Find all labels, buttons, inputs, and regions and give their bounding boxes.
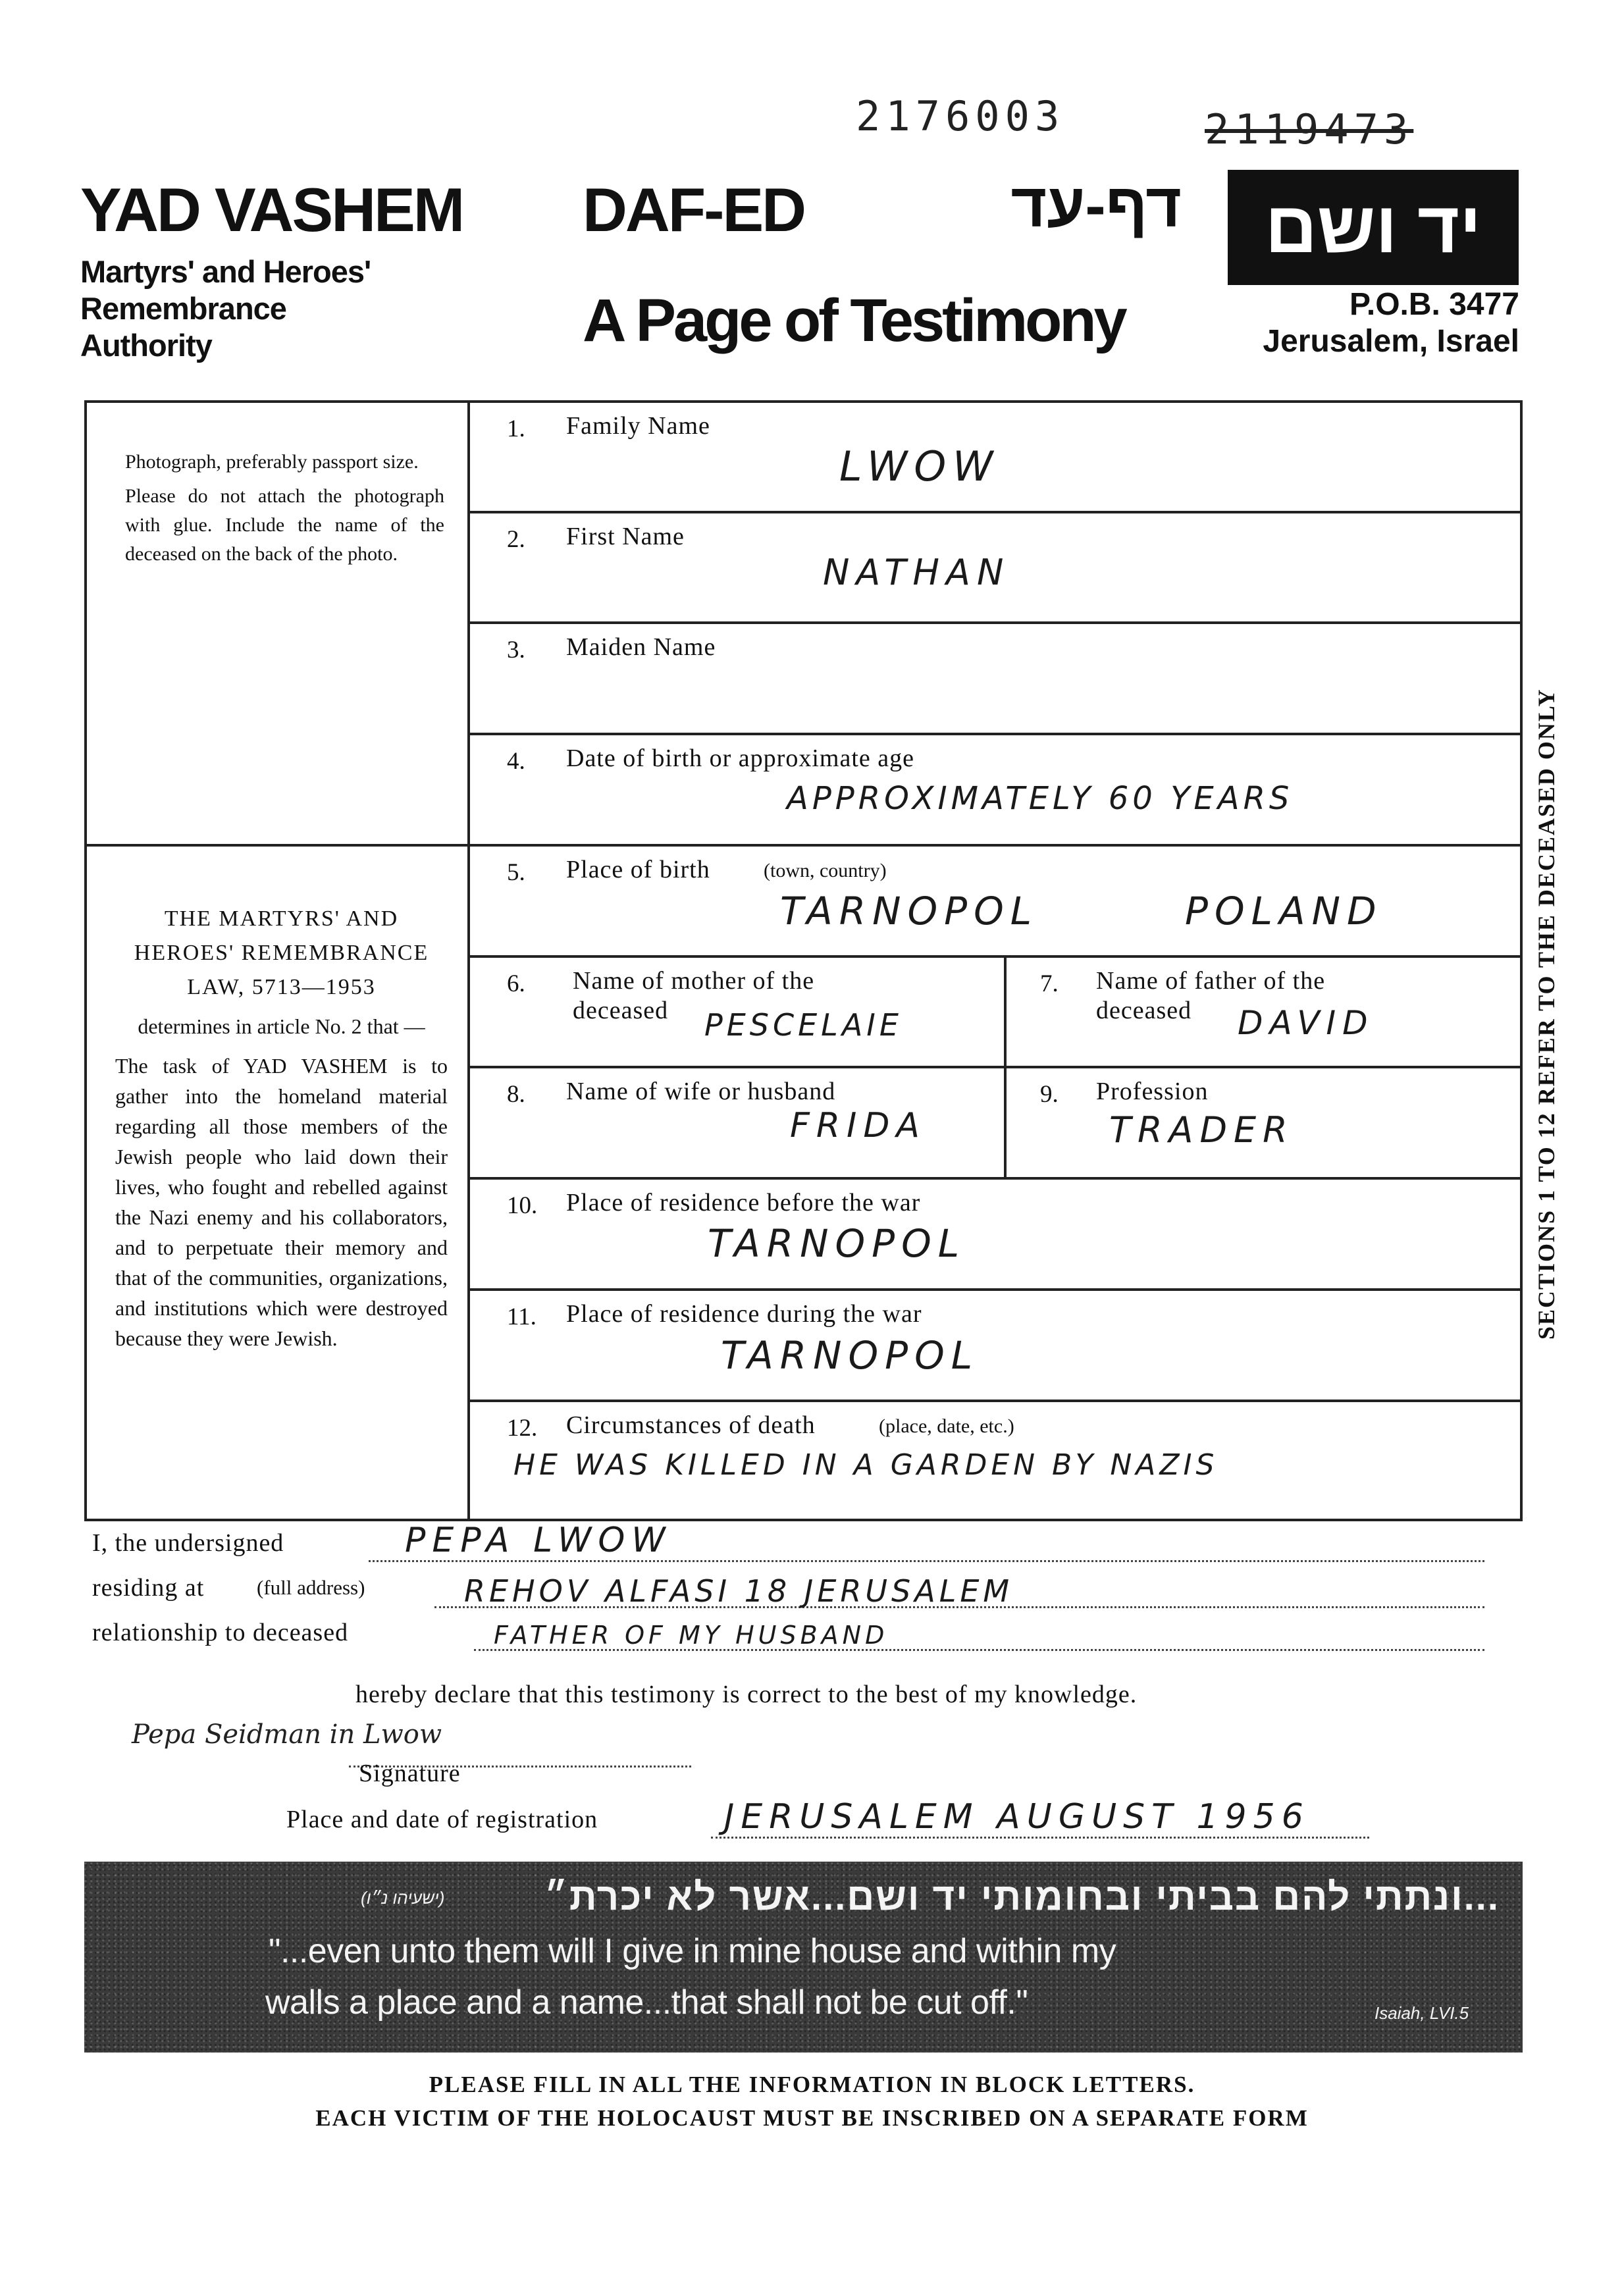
residing-label: residing at bbox=[92, 1574, 205, 1602]
field-12-sublabel: (place, date, etc.) bbox=[879, 1415, 1014, 1437]
field-5-sublabel: (town, country) bbox=[764, 860, 887, 881]
undersigned-label: I, the undersigned bbox=[92, 1529, 284, 1557]
undersigned-line bbox=[369, 1560, 1484, 1562]
field-11-value[interactable]: TARNOPOL bbox=[721, 1333, 980, 1378]
field-9-number: 9. bbox=[1040, 1081, 1059, 1108]
split-column-divider bbox=[1004, 955, 1007, 1177]
field-1-number: 1. bbox=[507, 415, 525, 442]
law-block bbox=[115, 902, 448, 1353]
field-12-number: 12. bbox=[507, 1415, 538, 1442]
law-text: The task of YAD VASHEM is to gather into the homeland material regarding all those members of the Jewish people who laid down their lives, who fought and rebelled against the Nazi enemy and his collaborators, and to perpetuate their memory and that of the communities, organizations, and institutions which were destroyed because they were Jewish. bbox=[115, 1054, 448, 1350]
field-3-label: Maiden Name bbox=[566, 633, 716, 661]
page-title: A Page of Testimony bbox=[583, 287, 1125, 354]
org-subtitle bbox=[80, 253, 371, 364]
row-divider bbox=[467, 1400, 1523, 1402]
field-6-value[interactable]: PESCELAIE bbox=[704, 1007, 903, 1043]
row-divider bbox=[467, 511, 1523, 513]
field-10-label: Place of residence before the war bbox=[566, 1189, 921, 1217]
sections-side-note: SECTIONS 1 TO 12 REFER TO THE DECEASED ONLY bbox=[1533, 688, 1559, 1340]
field-4-label: Date of birth or approximate age bbox=[566, 745, 914, 772]
field-11-label: Place of residence during the war bbox=[566, 1300, 922, 1328]
registration-value[interactable]: JERUSALEM AUGUST 1956 bbox=[724, 1797, 1310, 1837]
relationship-label: relationship to deceased bbox=[92, 1619, 349, 1646]
row-divider bbox=[467, 955, 1523, 958]
field-7-label-line2: deceased bbox=[1096, 997, 1192, 1024]
field-5-label: Place of birth bbox=[566, 856, 710, 883]
photo-glue-note: Please do not attach the photograph with glue. Include the name of the deceased on the back of the photo. bbox=[125, 485, 444, 565]
field-6-label-line1: Name of mother of the bbox=[573, 967, 815, 995]
field-10-value[interactable]: TARNOPOL bbox=[708, 1221, 966, 1266]
signature-label: Signature bbox=[359, 1760, 461, 1787]
hebrew-logo-box: יד ושם bbox=[1228, 170, 1519, 285]
banner-english-line2: walls a place and a name...that shall not be cut off." bbox=[265, 1983, 1028, 2022]
footer-instruction-1: PLEASE FILL IN ALL THE INFORMATION IN BLOCK LETTERS. bbox=[429, 2072, 1195, 2097]
field-5-country-value[interactable]: POLAND bbox=[1185, 889, 1383, 933]
photo-size-note: Photograph, preferably passport size. bbox=[125, 451, 419, 473]
hebrew-title: דף-עד bbox=[1010, 170, 1182, 240]
field-2-number: 2. bbox=[507, 526, 525, 553]
law-title-line: THE MARTYRS' AND bbox=[164, 906, 399, 931]
field-4-value[interactable]: APPROXIMATELY 60 YEARS bbox=[787, 780, 1294, 817]
banner-hebrew-verse: ...ונתתי להם בביתי ובחומותי יד ושם...אשר לא יכרת״ bbox=[544, 1875, 1500, 1918]
field-11-number: 11. bbox=[507, 1303, 537, 1330]
field-8-number: 8. bbox=[507, 1081, 525, 1108]
field-6-label-line2: deceased bbox=[573, 997, 669, 1024]
field-6-number: 6. bbox=[507, 970, 525, 997]
scripture-banner bbox=[84, 1862, 1523, 2053]
address-block bbox=[1159, 286, 1519, 360]
registration-label: Place and date of registration bbox=[286, 1806, 598, 1833]
field-9-value[interactable]: TRADER bbox=[1109, 1109, 1294, 1151]
record-number: 2176003 bbox=[856, 92, 1065, 140]
declaration-text: hereby declare that this testimony is correct to the best of my knowledge. bbox=[355, 1681, 1138, 1708]
banner-english-reference: Isaiah, LVI.5 bbox=[1375, 2003, 1469, 2023]
struck-record-number: 2119473 bbox=[1205, 105, 1414, 153]
residing-value[interactable]: REHOV ALFASI 18 JERUSALEM bbox=[464, 1573, 1014, 1609]
field-7-value[interactable]: DAVID bbox=[1238, 1004, 1375, 1042]
undersigned-value[interactable]: PEPA LWOW bbox=[405, 1521, 672, 1560]
row-divider bbox=[467, 1288, 1523, 1291]
daf-ed-title: DAF-ED bbox=[583, 175, 805, 244]
field-2-label: First Name bbox=[566, 523, 685, 550]
banner-hebrew-reference: (ישעיהו נ״ו) bbox=[361, 1888, 445, 1908]
law-title-line: HEROES' REMEMBRANCE bbox=[134, 941, 429, 965]
field-8-value[interactable]: FRIDA bbox=[790, 1106, 926, 1145]
field-8-label: Name of wife or husband bbox=[566, 1078, 836, 1105]
left-column-divider bbox=[467, 400, 470, 1521]
field-1-label: Family Name bbox=[566, 412, 710, 440]
field-1-value[interactable]: LWOW bbox=[839, 442, 1000, 490]
row-divider bbox=[467, 844, 1523, 847]
org-subtitle-line: Remembrance bbox=[80, 291, 286, 326]
photo-instructions bbox=[125, 448, 444, 569]
registration-line bbox=[711, 1837, 1369, 1839]
field-5-town-value[interactable]: TARNOPOL bbox=[780, 889, 1039, 933]
org-subtitle-line: Martyrs' and Heroes' bbox=[80, 254, 371, 289]
field-12-label: Circumstances of death bbox=[566, 1411, 816, 1439]
footer-instruction-2: EACH VICTIM OF THE HOLOCAUST MUST BE INSCRIBED ON A SEPARATE FORM bbox=[315, 2105, 1309, 2131]
field-7-label-line1: Name of father of the bbox=[1096, 967, 1326, 995]
field-2-value[interactable]: NATHAN bbox=[823, 552, 1010, 593]
org-subtitle-line: Authority bbox=[80, 328, 212, 363]
row-divider bbox=[467, 621, 1523, 624]
row-divider bbox=[467, 1066, 1523, 1068]
field-5-number: 5. bbox=[507, 859, 525, 886]
banner-english-line1: "...even unto them will I give in mine house and within my bbox=[269, 1932, 1116, 1970]
field-4-number: 4. bbox=[507, 748, 525, 775]
signature-value[interactable]: Pepa Seidman in Lwow bbox=[132, 1719, 442, 1750]
left-column-separator bbox=[84, 844, 469, 847]
org-name: YAD VASHEM bbox=[80, 175, 463, 244]
residing-small-label: (full address) bbox=[257, 1576, 365, 1599]
field-3-number: 3. bbox=[507, 637, 525, 664]
field-9-label: Profession bbox=[1096, 1078, 1209, 1105]
field-12-value[interactable]: HE WAS KILLED IN A GARDEN BY NAZIS bbox=[513, 1448, 1218, 1482]
relationship-value[interactable]: FATHER OF MY HUSBAND bbox=[494, 1621, 889, 1650]
row-divider bbox=[467, 733, 1523, 735]
pob: P.O.B. 3477 bbox=[1349, 287, 1519, 322]
law-title bbox=[115, 902, 448, 1005]
field-10-number: 10. bbox=[507, 1192, 538, 1219]
row-divider bbox=[467, 1177, 1523, 1180]
law-title-line: LAW, 5713—1953 bbox=[187, 975, 376, 999]
law-determines: determines in article No. 2 that — bbox=[138, 1014, 425, 1038]
city: Jerusalem, Israel bbox=[1263, 324, 1519, 359]
field-7-number: 7. bbox=[1040, 970, 1059, 997]
